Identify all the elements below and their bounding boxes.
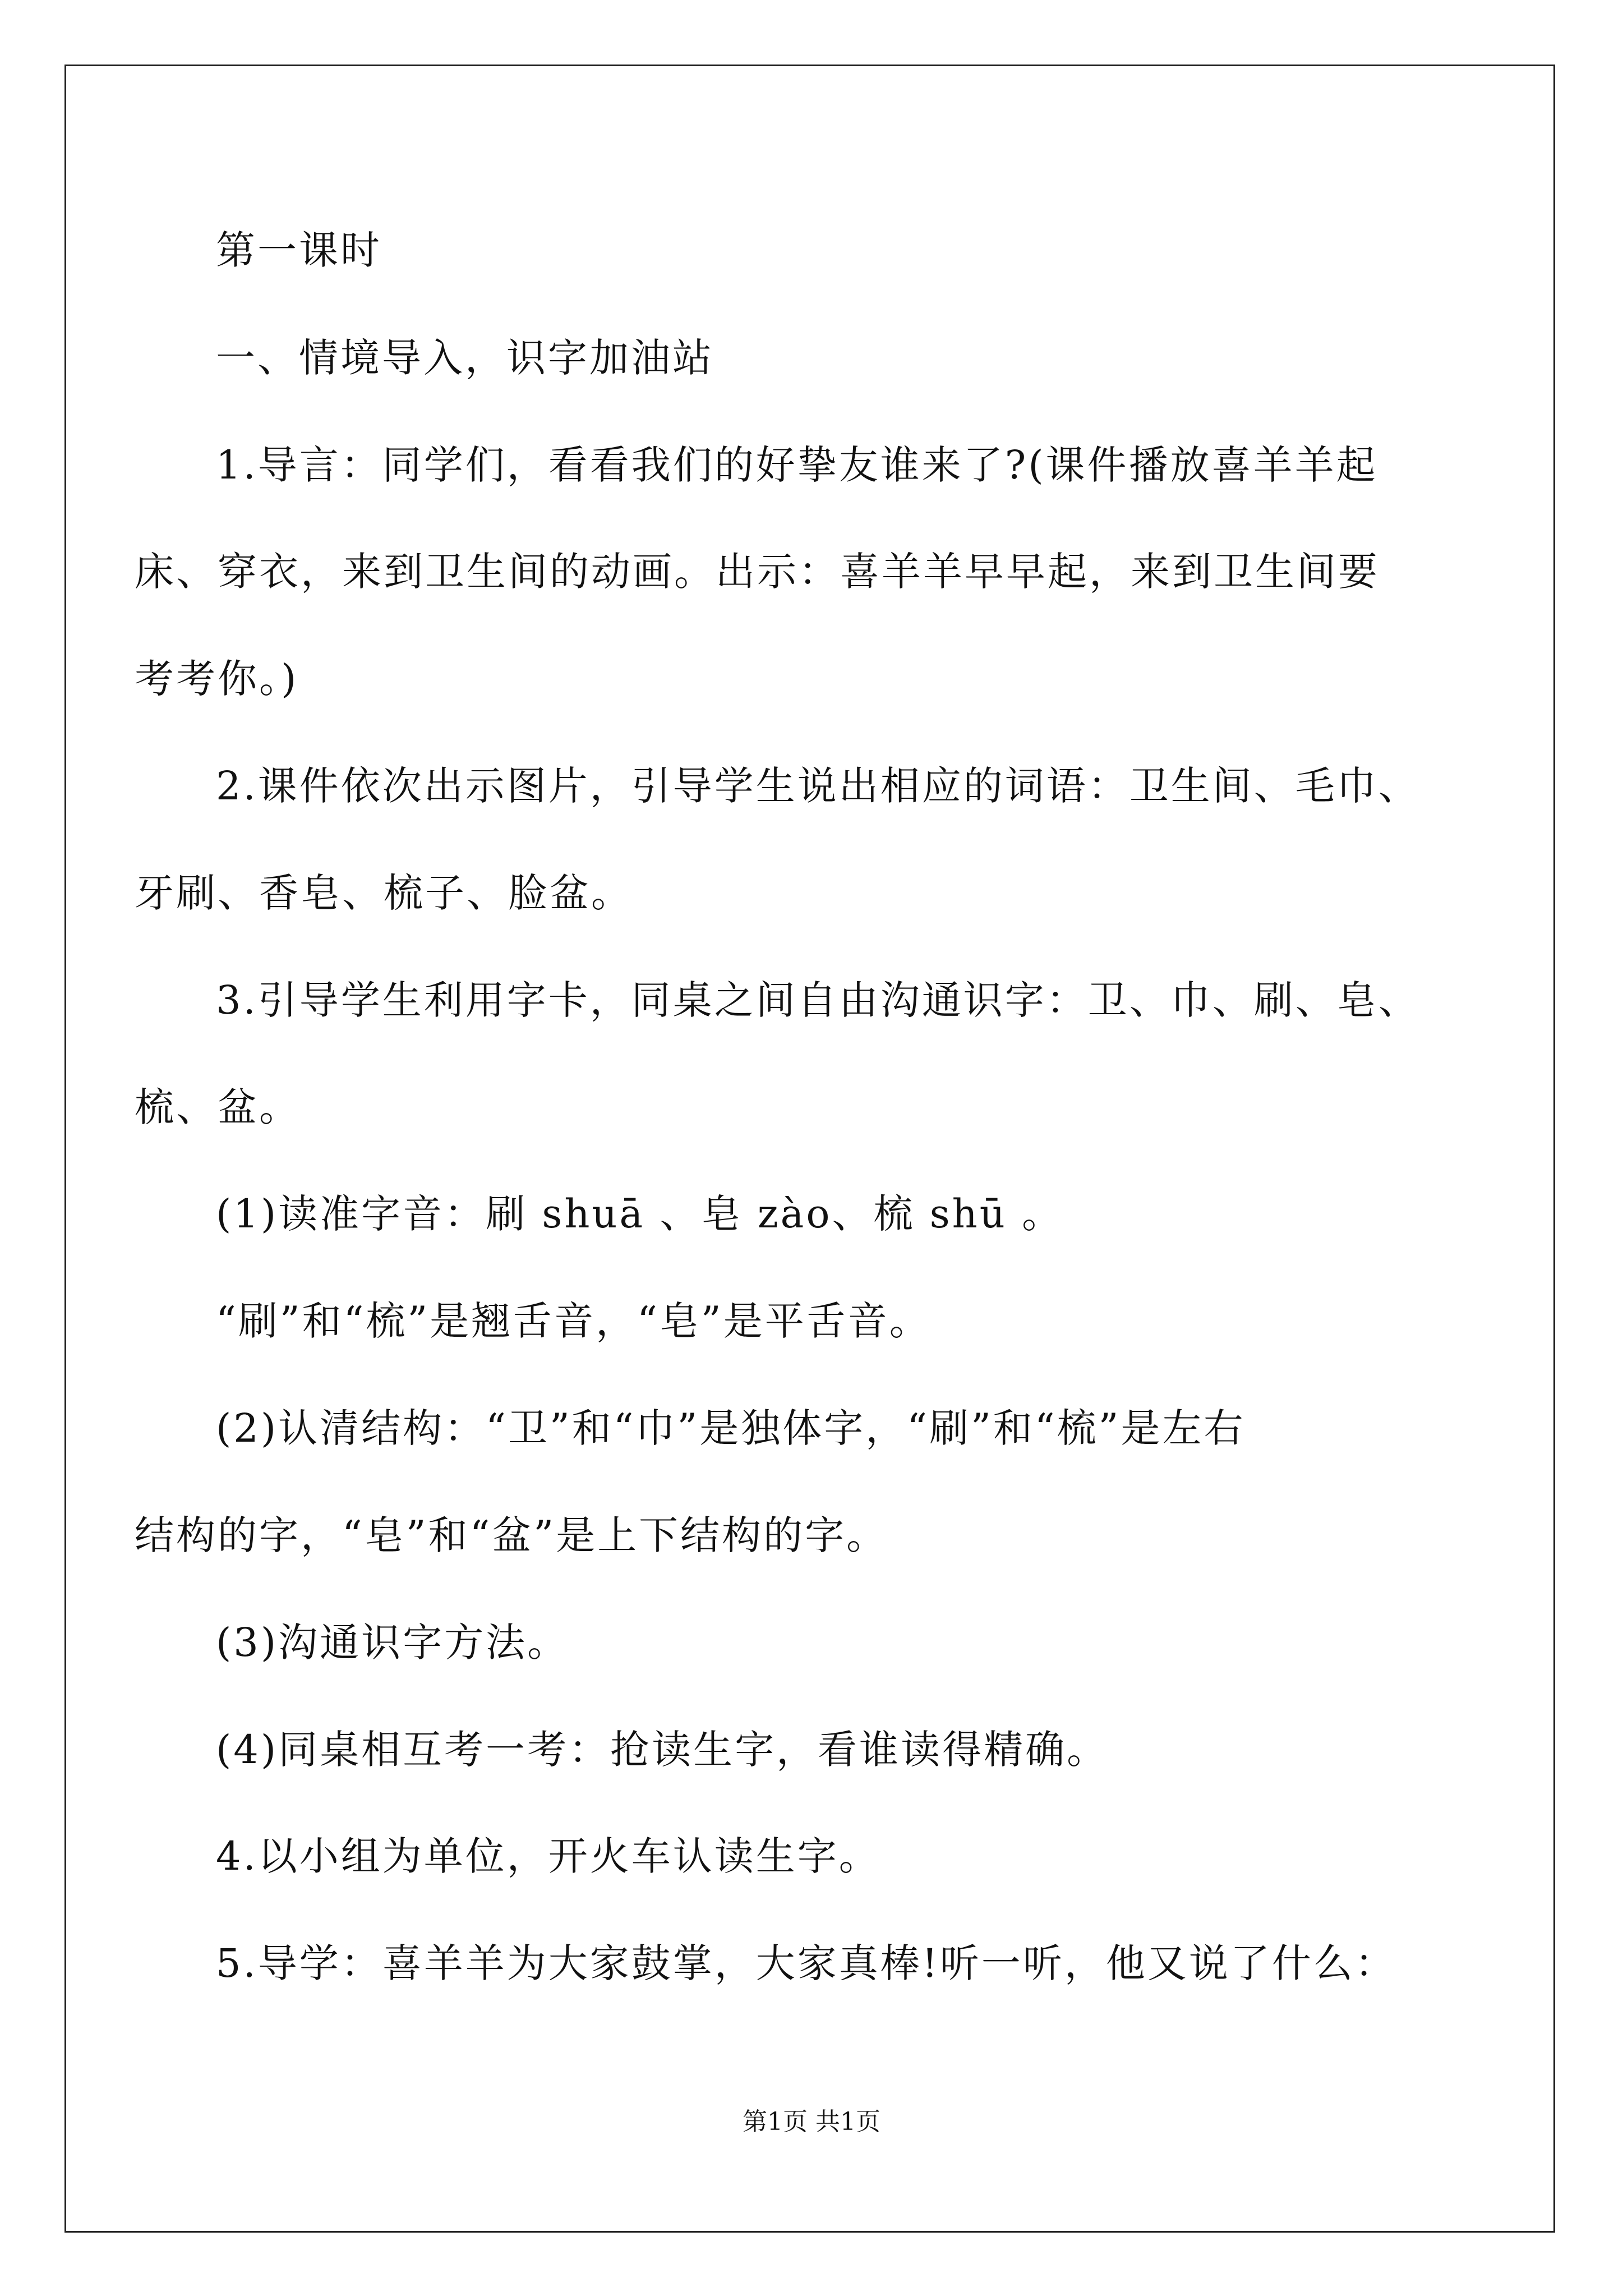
paragraph-line: 5.导学：喜羊羊为大家鼓掌，大家真棒!听一听，他又说了什么： xyxy=(216,1940,1396,1986)
paragraph-line: 结构的字，“皂”和“盆”是上下结构的字。 xyxy=(135,1512,888,1558)
page-frame xyxy=(64,65,1555,2233)
page-number-footer: 第1页 共1页 xyxy=(743,2108,880,2136)
paragraph-line: 2.课件依次出示图片，引导学生说出相应的词语：卫生间、毛巾、 xyxy=(216,763,1420,809)
paragraph-line: 3.引导学生利用字卡，同桌之间自由沟通识字：卫、巾、刷、皂、 xyxy=(216,977,1420,1023)
paragraph-line: 梳、盆。 xyxy=(135,1084,301,1130)
paragraph-line: (1)读准字音：刷 shuā 、皂 zào、梳 shū 。 xyxy=(216,1191,1064,1237)
paragraph-line: 1.导言：同学们，看看我们的好挚友谁来了?(课件播放喜羊羊起 xyxy=(216,442,1378,488)
paragraph-line: (4)同桌相互考一考：抢读生字，看谁读得精确。 xyxy=(216,1727,1109,1773)
paragraph-line: 4.以小组为单位，开火车认读生字。 xyxy=(216,1833,880,1879)
section-title: 第一课时 xyxy=(216,227,382,273)
paragraph-line: “刷”和“梳”是翘舌音，“皂”是平舌音。 xyxy=(216,1298,931,1344)
paragraph-line: 考考你。) xyxy=(135,656,299,702)
paragraph-line: 牙刷、香皂、梳子、脸盆。 xyxy=(135,870,633,916)
paragraph-line: (3)沟通识字方法。 xyxy=(216,1619,569,1665)
paragraph-line: (2)认清结构：“卫”和“巾”是独体字，“刷”和“梳”是左右 xyxy=(216,1405,1246,1451)
heading-1: 一、情境导入，识字加油站 xyxy=(216,335,714,381)
paragraph-line: 床、穿衣，来到卫生间的动画。出示：喜羊羊早早起，来到卫生间要 xyxy=(135,549,1380,595)
